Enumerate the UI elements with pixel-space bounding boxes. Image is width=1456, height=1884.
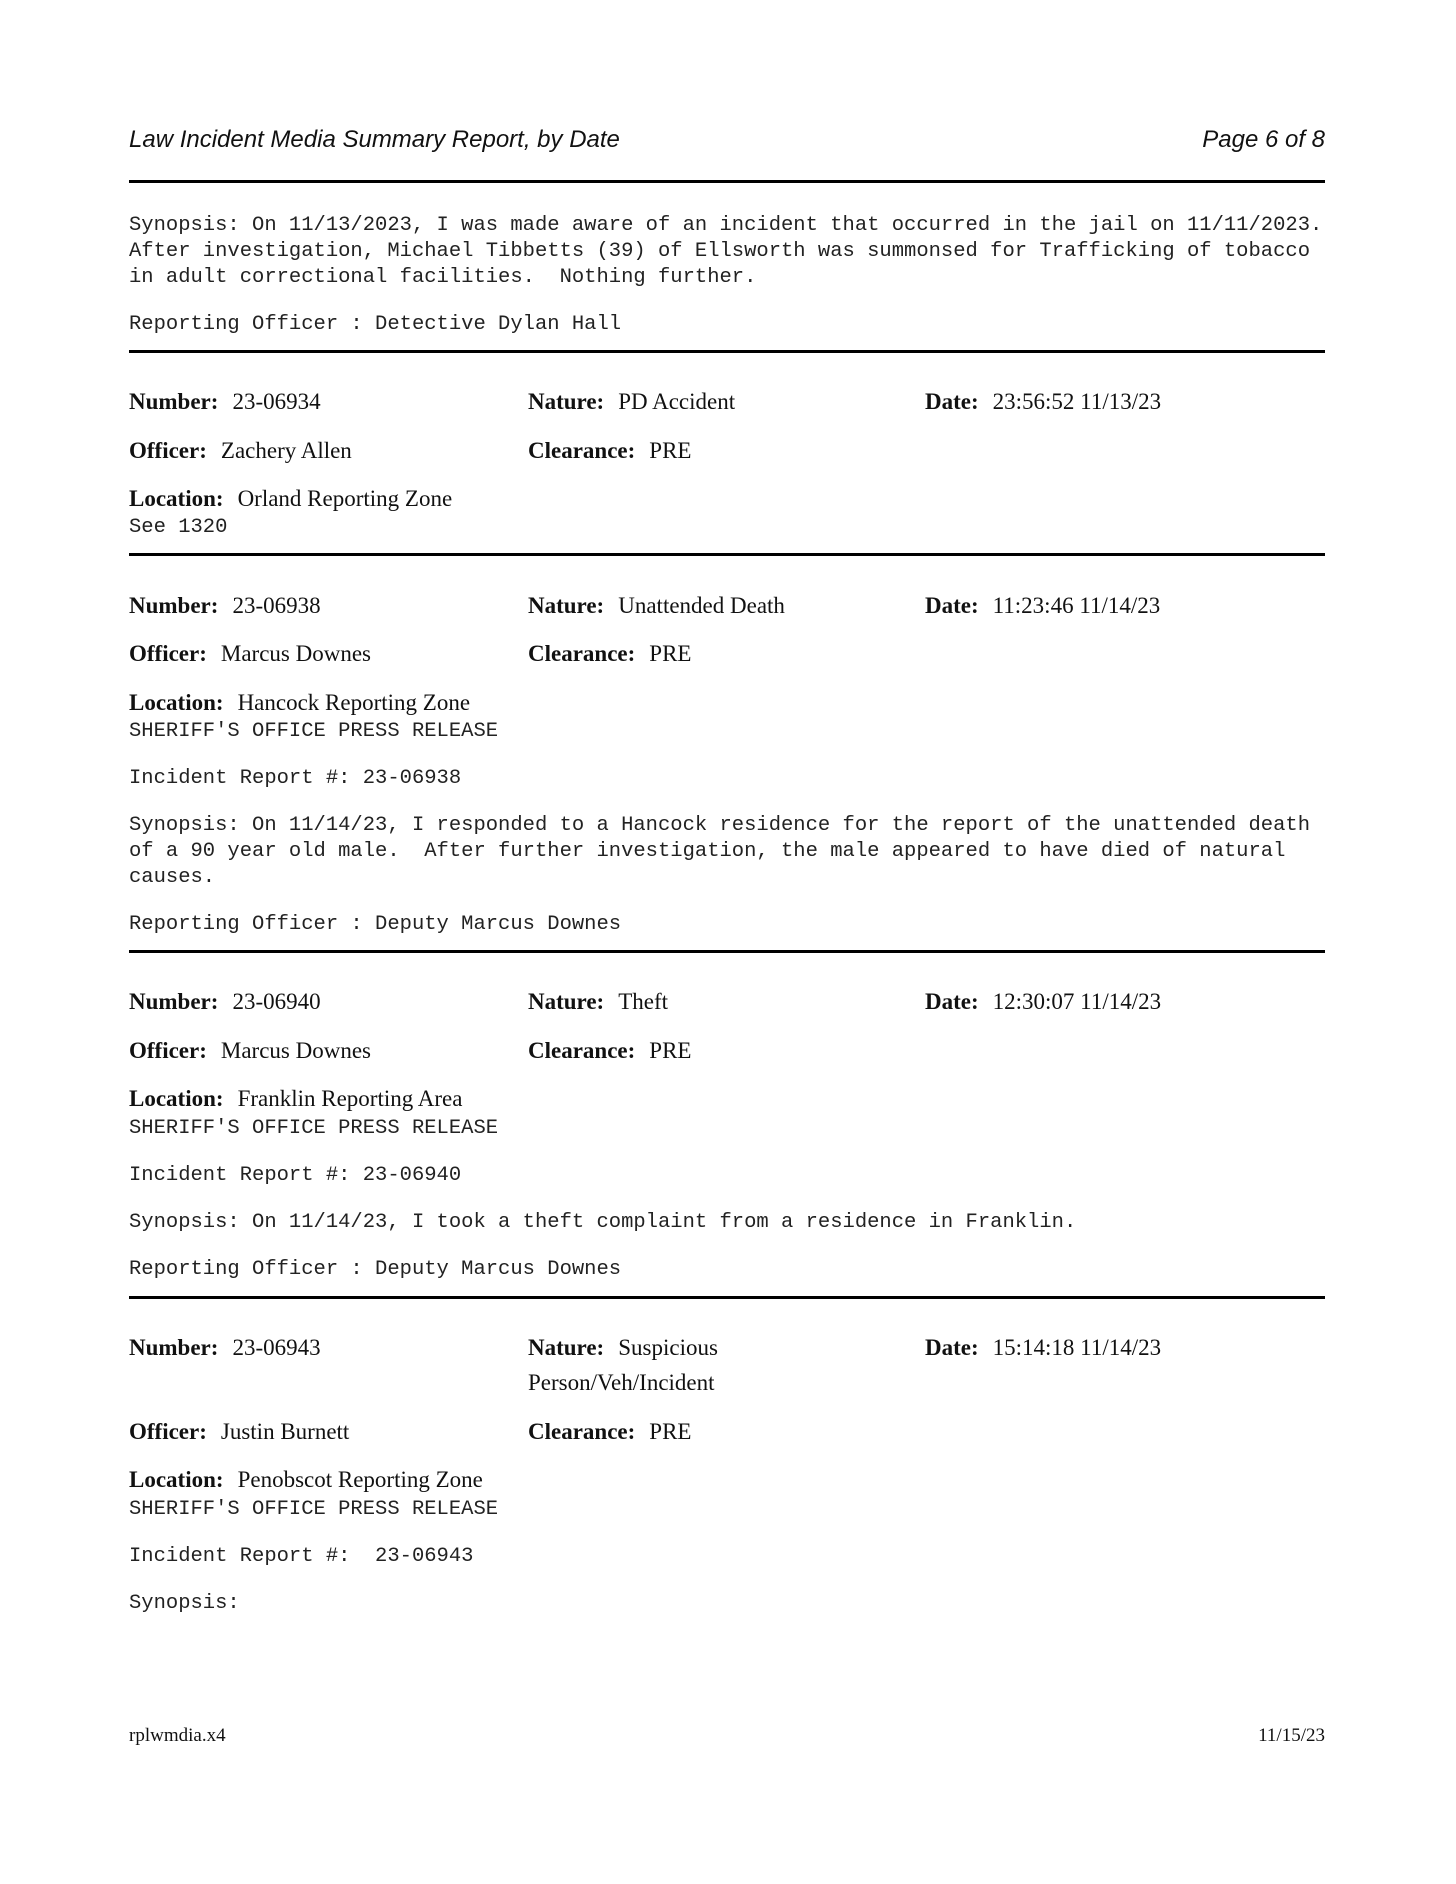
carryover-reporting-officer: Reporting Officer : Detective Dylan Hall [129,313,622,336]
date-field: Date: 12:30:07 11/14/23 [925,989,1162,1014]
location-field: Location: Hancock Reporting Zone [129,690,471,715]
divider-rule [129,350,1325,353]
press-release-label: SHERIFF'S OFFICE PRESS RELEASE [129,1498,499,1521]
nature-field: Nature: Unattended Death [528,593,785,618]
press-release-label: SHERIFF'S OFFICE PRESS RELEASE [129,1117,499,1140]
incident-synopsis: Synopsis: On 11/14/23, I responded to a Hancock residence for the report of the unattended death of a 90 year old male. After further investigation, the male appeared to have died of natural causes. [129,814,1323,889]
page-footer [129,1725,1325,1747]
footer-report-code: rplwmdia.x4 [129,1725,226,1746]
press-release-label: SHERIFF'S OFFICE PRESS RELEASE [129,720,499,743]
clearance-field: Clearance: PRE [528,1419,692,1444]
page-header [129,126,1325,154]
location-field: Location: Orland Reporting Zone [129,486,453,511]
officer-field: Officer: Zachery Allen [129,438,352,463]
date-field: Date: 15:14:18 11/14/23 [925,1335,1162,1360]
incident-synopsis: Synopsis: [129,1592,240,1615]
divider-rule [129,1296,1325,1299]
divider-rule [129,950,1325,953]
officer-field: Officer: Justin Burnett [129,1419,350,1444]
divider-rule [129,553,1325,556]
report-title: Law Incident Media Summary Report, by Date [129,126,620,153]
header-rule [129,180,1325,183]
number-field: Number: 23-06943 [129,1335,321,1360]
carryover-synopsis: Synopsis: On 11/13/2023, I was made aware of an incident that occurred in the jail on 11/11/2023. After investigation, Michael Tibbetts (39) of Ellsworth was summonsed for Trafficking of tobacco in adult correctional facilities. Nothing further. [129,214,1347,289]
nature-field: Nature: Suspicious Person/Veh/Incident [528,1335,718,1395]
number-field: Number: 23-06938 [129,593,321,618]
clearance-field: Clearance: PRE [528,1038,692,1063]
incident-synopsis: Synopsis: On 11/14/23, I took a theft complaint from a residence in Franklin. [129,1211,1077,1234]
incident-note: See 1320 [129,516,228,539]
clearance-field: Clearance: PRE [528,641,692,666]
nature-field: Nature: Theft [528,989,669,1014]
incident-report-number: Incident Report #: 23-06940 [129,1164,462,1187]
clearance-field: Clearance: PRE [528,438,692,463]
officer-field: Officer: Marcus Downes [129,641,371,666]
location-field: Location: Penobscot Reporting Zone [129,1467,483,1492]
reporting-officer: Reporting Officer : Deputy Marcus Downes [129,1258,622,1281]
nature-field: Nature: PD Accident [528,389,736,414]
number-field: Number: 23-06940 [129,989,321,1014]
incident-report-number: Incident Report #: 23-06938 [129,767,462,790]
number-field: Number: 23-06934 [129,389,321,414]
incident-report-number: Incident Report #: 23-06943 [129,1545,474,1568]
date-field: Date: 23:56:52 11/13/23 [925,389,1162,414]
officer-field: Officer: Marcus Downes [129,1038,371,1063]
location-field: Location: Franklin Reporting Area [129,1086,463,1111]
date-field: Date: 11:23:46 11/14/23 [925,593,1161,618]
footer-print-date: 11/15/23 [1258,1725,1325,1746]
reporting-officer: Reporting Officer : Deputy Marcus Downes [129,913,622,936]
page-number: Page 6 of 8 [1202,126,1325,153]
